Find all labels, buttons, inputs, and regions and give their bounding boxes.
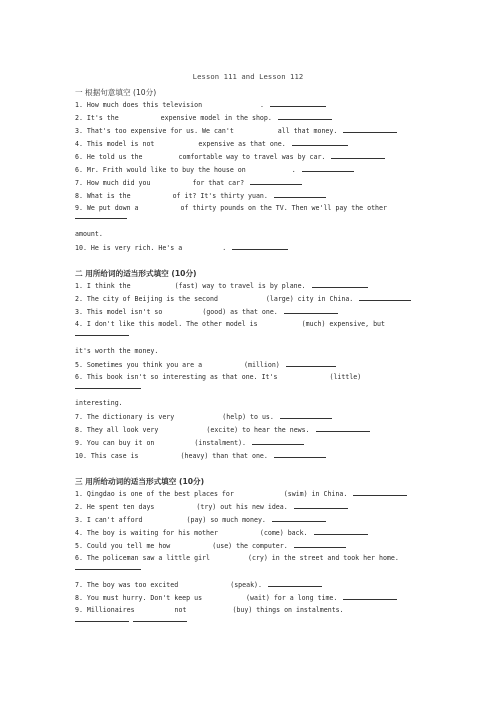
s2-item-2 — [75, 294, 411, 304]
s1-item-7 — [75, 178, 302, 188]
s2-item-2-text: 2. The city of Beijing is the second — [75, 295, 218, 303]
answer-blank[interactable] — [314, 528, 368, 535]
s2-item-9 — [75, 438, 304, 448]
s3-item-2 — [75, 502, 348, 512]
answer-blank[interactable] — [353, 489, 407, 496]
answer-blank[interactable] — [232, 243, 288, 250]
s1-item-8-tail: of it? It's thirty yuan. — [172, 192, 268, 200]
s3-item-3-text: 3. I can't afford — [75, 516, 143, 524]
answer-blank[interactable] — [75, 329, 129, 336]
s3-item-9-text: 9. Millionaires — [75, 606, 135, 614]
s2-item-7 — [75, 412, 332, 422]
section-2-heading: 二 用所给词的适当形式填空 (10分) — [75, 269, 197, 278]
s1-item-4 — [75, 139, 348, 149]
s3-item-7 — [75, 580, 322, 590]
s2-item-3-text: 3. This model isn't so — [75, 308, 163, 316]
answer-blank[interactable] — [75, 382, 141, 389]
answer-blank[interactable] — [268, 580, 322, 587]
s1-item-10-tail: . — [222, 244, 227, 252]
s2-item-6 — [75, 373, 361, 382]
s2-item-1-text: 1. I think the — [75, 282, 131, 290]
s2-item-6-blank-row — [75, 382, 141, 392]
s1-item-6 — [75, 165, 354, 175]
answer-blank[interactable] — [278, 113, 332, 120]
s2-item-4-blank-row — [75, 329, 129, 339]
s3-item-4 — [75, 528, 368, 538]
s2-item-1-tail: (fast) way to travel is by plane. — [174, 282, 306, 290]
s1-item-7-tail: for that car? — [192, 179, 245, 187]
answer-blank[interactable] — [274, 191, 326, 198]
s2-item-7-tail: (help) to us. — [222, 413, 274, 421]
s3-item-7-text: 7. The boy was too excited — [75, 581, 179, 589]
answer-blank[interactable] — [343, 126, 397, 133]
s1-item-9-text: 9. We put down a — [75, 204, 139, 212]
s1-item-8-text: 8. What is the — [75, 192, 131, 200]
s3-item-9-blank-row — [75, 615, 187, 625]
s2-item-6-text: 6. This book isn't so interesting as that one. It's — [75, 373, 278, 381]
s2-item-6-cont: interesting. — [75, 399, 123, 407]
s2-item-10 — [75, 451, 326, 461]
s1-item-9-tail: of thirty pounds on the TV. Then we'll pay the other — [180, 204, 387, 212]
s3-item-4-tail: (come) back. — [259, 529, 308, 537]
s2-item-8-text: 8. They all look very — [75, 426, 159, 434]
s2-item-3 — [75, 307, 338, 317]
s3-item-5 — [75, 541, 346, 551]
section-1-heading: 一 根据句意填空 (10分) — [75, 88, 157, 97]
page-title: Lesson 111 and Lesson 112 — [192, 72, 304, 81]
s1-item-3-tail: all that money. — [277, 127, 338, 135]
s1-item-9-blank-row — [75, 212, 127, 222]
s3-item-8 — [75, 593, 397, 603]
s2-item-4 — [75, 320, 385, 329]
s3-item-1-text: 1. Qingdao is one of the best places for — [75, 490, 234, 498]
s2-item-8 — [75, 425, 370, 435]
s3-item-8-text: 8. You must hurry. Don't keep us — [75, 594, 203, 602]
s3-item-7-tail: (speak). — [230, 581, 262, 589]
s1-item-3 — [75, 126, 397, 136]
answer-blank[interactable] — [274, 451, 326, 458]
s2-item-4-text: 4. I don't like this model. The other model is — [75, 320, 258, 328]
s3-item-2-tail: (try) out his new idea. — [196, 503, 288, 511]
answer-blank[interactable] — [75, 563, 141, 570]
s3-item-5-text: 5. Could you tell me how — [75, 542, 171, 550]
s1-item-2-tail: expensive model in the shop. — [160, 114, 272, 122]
s3-item-1-tail: (swim) in China. — [283, 490, 348, 498]
answer-blank[interactable] — [252, 438, 304, 445]
s2-item-5 — [75, 360, 336, 370]
s1-item-5-tail: comfortable way to travel was by car. — [178, 153, 326, 161]
s3-item-6-blank-row — [75, 563, 141, 573]
s1-item-4-tail: expensive as that one. — [198, 140, 286, 148]
s1-item-9-cont: amount. — [75, 230, 103, 238]
s3-item-6-text: 6. The policeman saw a little girl — [75, 554, 210, 562]
s1-item-5 — [75, 152, 385, 162]
answer-blank[interactable] — [270, 100, 326, 107]
s2-item-3-tail: (good) as that one. — [202, 308, 278, 316]
s3-item-2-text: 2. He spent ten days — [75, 503, 155, 511]
s1-item-7-text: 7. How much did you — [75, 179, 151, 187]
answer-blank[interactable] — [302, 165, 354, 172]
section-3-heading: 三 用所给动词的适当形式填空 (10分) — [75, 477, 205, 486]
s1-item-2-text: 2. It's the — [75, 114, 119, 122]
s1-item-10 — [75, 243, 288, 253]
s2-item-5-tail: (million) — [244, 361, 280, 369]
s3-item-8-tail: (wait) for a long time. — [246, 594, 338, 602]
s1-item-8 — [75, 191, 326, 201]
s2-item-4-cont: it's worth the money. — [75, 347, 159, 355]
s2-item-9-text: 9. You can buy it on — [75, 439, 155, 447]
answer-blank[interactable] — [316, 425, 370, 432]
answer-blank[interactable] — [331, 152, 385, 159]
s1-item-3-text: 3. That's too expensive for us. We can't — [75, 127, 234, 135]
s1-item-5-text: 6. He told us the — [75, 153, 143, 161]
answer-blank[interactable] — [272, 515, 326, 522]
s2-item-7-text: 7. The dictionary is very — [75, 413, 175, 421]
s3-item-9 — [75, 606, 344, 615]
s2-item-5-text: 5. Sometimes you think you are a — [75, 361, 203, 369]
s3-item-3-tail: (pay) so much money. — [186, 516, 266, 524]
s1-item-2 — [75, 113, 332, 123]
answer-blank[interactable] — [280, 412, 332, 419]
s3-item-4-text: 4. The boy is waiting for his mother — [75, 529, 218, 537]
answer-blank[interactable] — [133, 615, 187, 622]
answer-blank[interactable] — [292, 139, 348, 146]
answer-blank[interactable] — [75, 212, 127, 219]
s1-item-6-text: 6. Mr. Frith would like to buy the house on — [75, 166, 246, 174]
answer-blank[interactable] — [294, 502, 348, 509]
s2-item-6-tail: (little) — [329, 373, 362, 381]
s3-item-3 — [75, 515, 326, 525]
s3-item-1 — [75, 489, 407, 499]
answer-blank[interactable] — [250, 178, 302, 185]
s2-item-10-tail: (heavy) than that one. — [180, 452, 268, 460]
s2-item-4-tail: (much) expensive, but — [301, 320, 385, 328]
answer-blank[interactable] — [312, 281, 368, 288]
s3-item-9-tail: (buy) things on instalments. — [232, 606, 344, 614]
answer-blank[interactable] — [286, 360, 336, 367]
s2-item-8-tail: (excite) to hear the news. — [206, 426, 310, 434]
answer-blank[interactable] — [75, 615, 129, 622]
s1-item-1-tail: . — [260, 101, 265, 109]
s2-item-10-text: 10. This case is — [75, 452, 139, 460]
s2-item-9-tail: (instalment). — [194, 439, 247, 447]
s3-item-6-tail: (cry) in the street and took her home. — [247, 554, 399, 562]
answer-blank[interactable] — [359, 294, 411, 301]
answer-blank[interactable] — [343, 593, 397, 600]
s1-item-1-text: 1. How much does this television — [75, 101, 203, 109]
s3-item-9-mid: not — [174, 606, 187, 614]
s1-item-1 — [75, 100, 326, 110]
s1-item-4-text: 4. This model is not — [75, 140, 155, 148]
s1-item-10-text: 10. He is very rich. He's a — [75, 244, 183, 252]
answer-blank[interactable] — [284, 307, 338, 314]
s3-item-6 — [75, 554, 399, 563]
s3-item-5-tail: (use) the computer. — [212, 542, 288, 550]
s1-item-6-tail: . — [291, 166, 296, 174]
s2-item-1 — [75, 281, 368, 291]
s2-item-2-tail: (large) city in China. — [265, 295, 354, 303]
answer-blank[interactable] — [294, 541, 346, 548]
